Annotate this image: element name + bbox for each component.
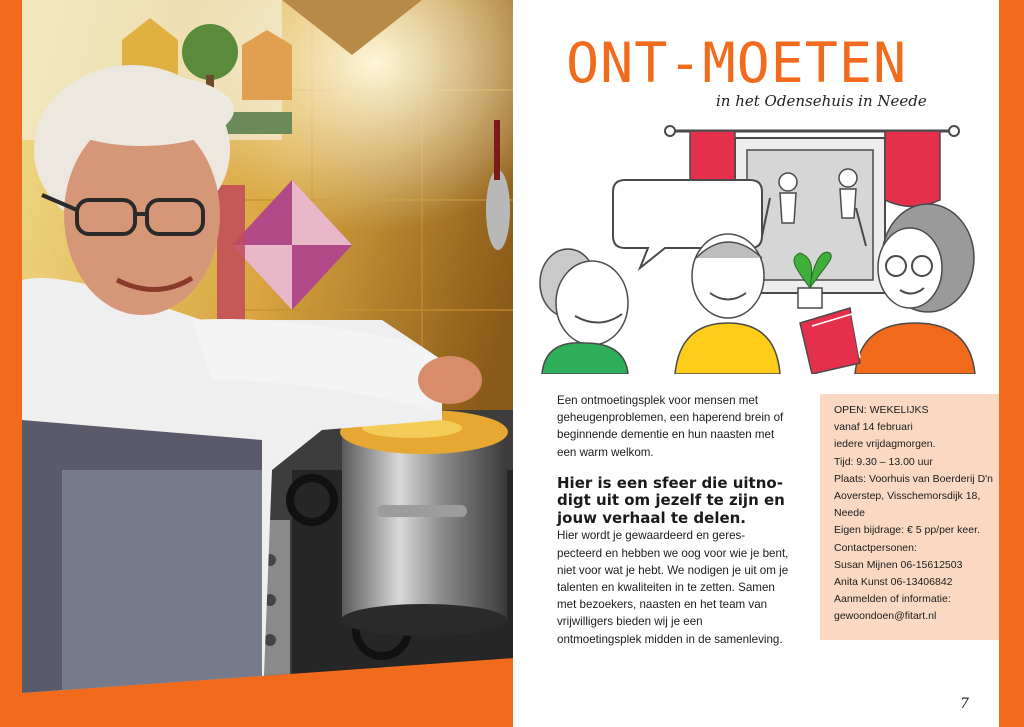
cooking-photo (22, 0, 513, 727)
info-line-open: OPEN: WEKELIJKS (834, 404, 929, 416)
info-line-start: vanaf 14 februari (834, 421, 913, 434)
body-paragraph: Hier wordt je gewaardeerd en geres-pecteerd en hebben we oog voor wie je bent, niet voor wat je hebt. We nodigen je uit om je talenten en kwaliteiten in te zetten. Samen met bezoekers, naasten en het team van vrijwilligers bieden wij je een ontmoetingsplek midden in de samenleving. (557, 529, 789, 646)
info-line-address: Aoverstep, Visschemorsdijk 18, (834, 490, 981, 503)
info-line-contact-anita: Anita Kunst 06-13406842 (834, 576, 953, 589)
photo-elderly-woman-cooking (22, 0, 513, 727)
info-list (834, 402, 996, 626)
page-number: 7 (960, 696, 969, 712)
meeting-illustration (530, 118, 980, 374)
info-line-day: iedere vrijdagmorgen. (834, 438, 936, 451)
page-subtitle: in het Odensehuis in Neede (716, 92, 927, 110)
info-line-contact-susan: Susan Mijnen 06-15612503 (834, 558, 963, 571)
info-line-contacts: Contactpersonen: (834, 541, 917, 554)
info-line-email: gewoondoen@fitart.nl (834, 610, 937, 623)
info-line-fee: Eigen bijdrage: € 5 pp/per keer. (834, 524, 980, 537)
info-line-signup: Aanmelden of informatie: (834, 593, 951, 606)
info-line-time: Tijd: 9.30 – 13.00 uur (834, 455, 933, 468)
body-text (557, 392, 789, 648)
body-heading: Hier is een sfeer die uitno-digt uit om jezelf te zijn en jouw verhaal te delen. (557, 473, 785, 527)
intro-paragraph: Een ontmoetingsplek voor mensen met geheugenproblemen, een haperend brein of beginnende dementie en hun naasten met een warm welkom. (557, 394, 784, 459)
info-line-town: Neede (834, 507, 865, 520)
page-title: ONT-MOETEN (566, 31, 908, 95)
right-orange-strip (999, 0, 1024, 727)
info-line-place: Plaats: Voorhuis van Boerderij D'n (834, 472, 994, 485)
